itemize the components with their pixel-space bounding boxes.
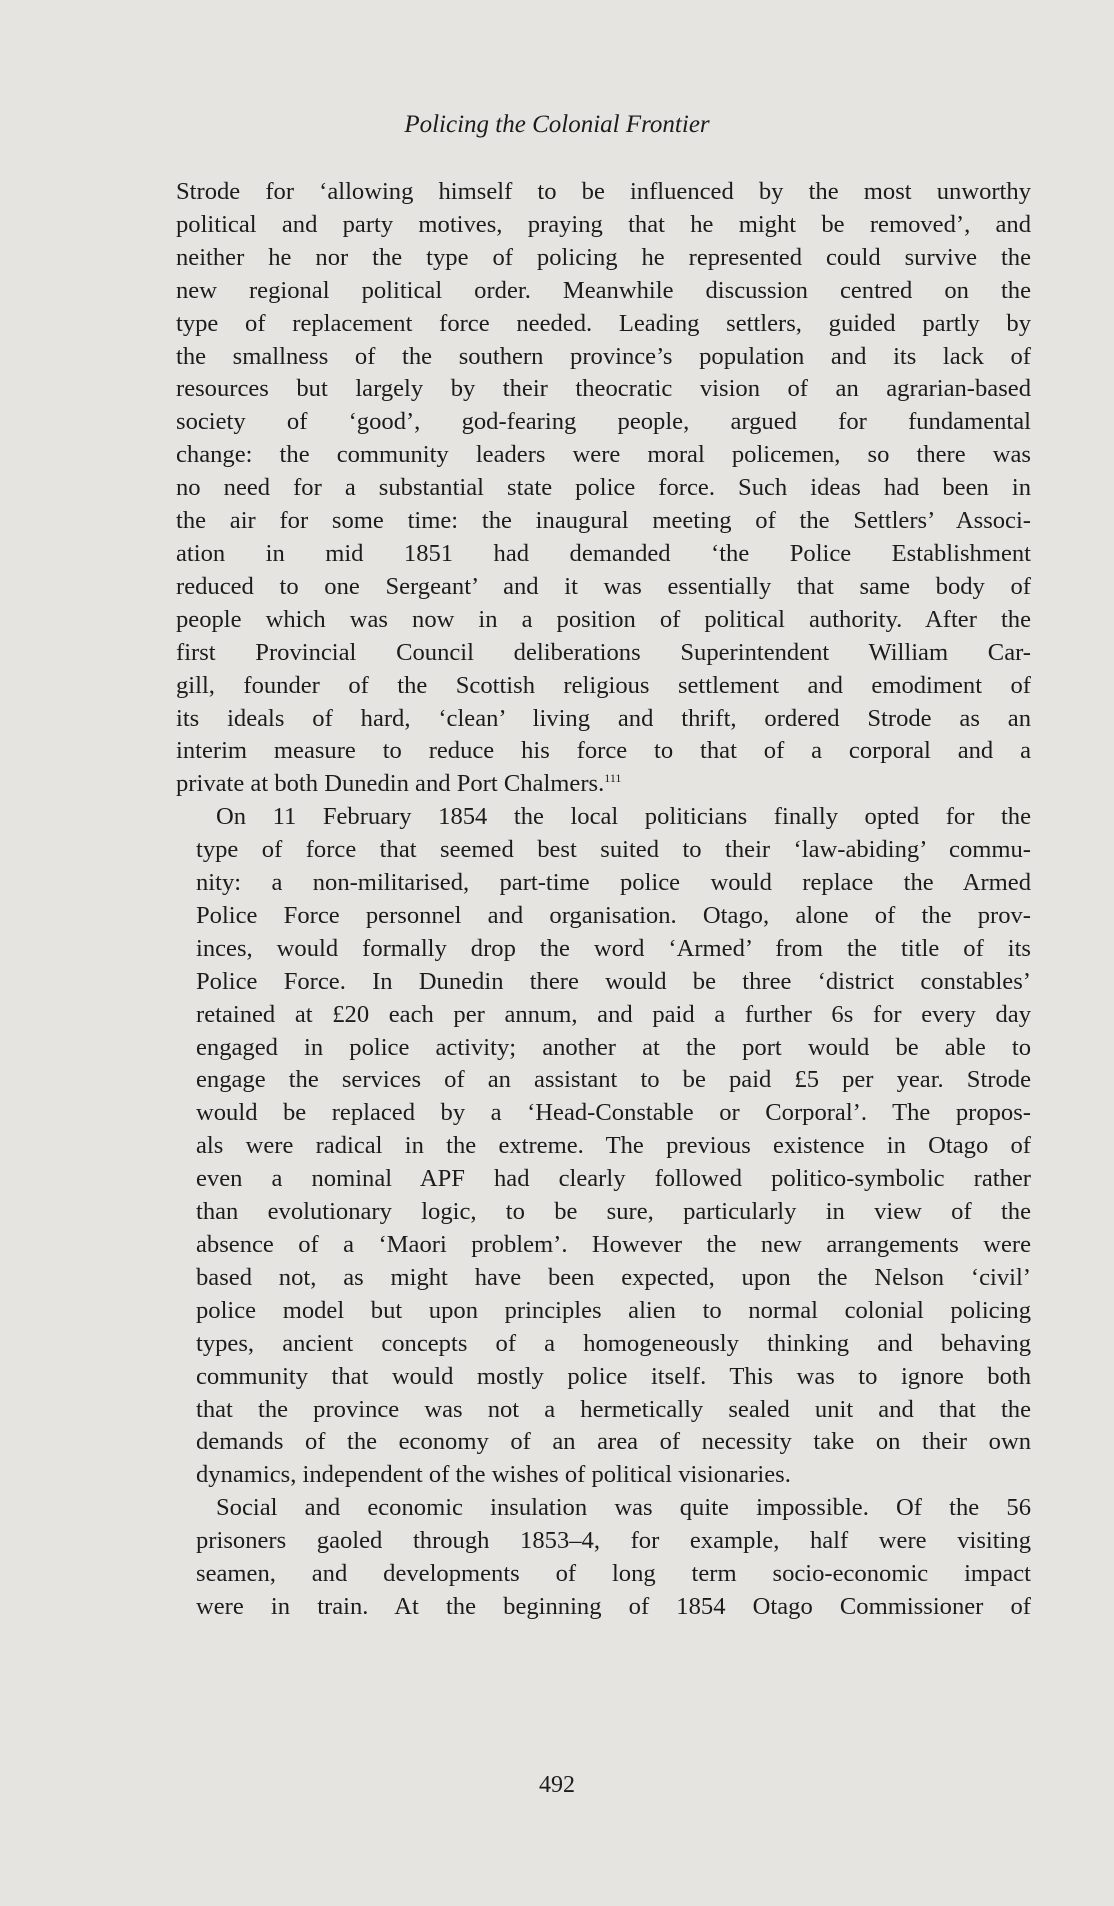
- text-line: society of ‘good’, god-fearing people, argued for fundamental: [176, 408, 1031, 436]
- text-line: resources but largely by their theocratic vision of an agrarian-based: [176, 375, 1031, 403]
- text-line: Strode for ‘allowing himself to be influenced by the most unworthy: [176, 178, 1031, 205]
- text-line: seamen, and developments of long term socio-economic impact: [196, 1560, 1031, 1588]
- text-line: the air for some time: the inaugural meeting of the Settlers’ Associ-: [176, 507, 1031, 535]
- text-line: nity: a non-militarised, part-time police would replace the Armed: [196, 869, 1031, 897]
- text-line: type of replacement force needed. Leading settlers, guided partly by: [176, 309, 1031, 337]
- text-line: absence of a ‘Maori problem’. However the new arrangements were: [196, 1231, 1031, 1258]
- text-line: Social and economic insulation was quite impossible. Of the 56: [216, 1494, 1031, 1522]
- text-line: even a nominal APF had clearly followed politico-symbolic rather: [196, 1165, 1031, 1193]
- text-line: On 11 February 1854 the local politicians finally opted for the: [216, 803, 1031, 831]
- text-line: the smallness of the southern province’s population and its lack of: [176, 342, 1031, 370]
- paragraph-2: [176, 801, 1031, 1492]
- text-line: new regional political order. Meanwhile discussion centred on the: [176, 276, 1031, 304]
- text-line: police model but upon principles alien to normal colonial policing: [196, 1296, 1031, 1324]
- text-line: prisoners gaoled through 1853–4, for example, half were visiting: [196, 1527, 1031, 1555]
- text-line: types, ancient concepts of a homogeneously thinking and behaving: [196, 1329, 1031, 1357]
- text-line: interim measure to reduce his force to that of a corporal and a: [176, 737, 1031, 765]
- text-line: gill, founder of the Scottish religious settlement and emodiment of: [176, 671, 1031, 699]
- text-line: that the province was not a hermetically sealed unit and that the: [196, 1395, 1031, 1423]
- text-line: als were radical in the extreme. The previous existence in Otago of: [196, 1132, 1031, 1160]
- text-line: type of force that seemed best suited to their ‘law-abiding’ commu-: [196, 836, 1031, 864]
- text-line: change: the community leaders were moral policemen, so there was: [176, 441, 1031, 469]
- text-line: political and party motives, praying that he might be removed’, and: [176, 210, 1031, 238]
- text-line: were in train. At the beginning of 1854 Otago Commissioner of: [196, 1592, 1031, 1620]
- text-line: Police Force personnel and organisation. Otago, alone of the prov-: [196, 901, 1031, 929]
- text-line: private at both Dunedin and Port Chalmers.$^{111}$: [176, 770, 622, 798]
- text-line: reduced to one Sergeant’ and it was essentially that same body of: [176, 572, 1031, 600]
- text-line: no need for a substantial state police force. Such ideas had been in: [176, 474, 1031, 502]
- text-line: engage the services of an assistant to be paid £5 per year. Strode: [196, 1066, 1031, 1094]
- footnote-reference: 111: [604, 771, 622, 786]
- text-line: community that would mostly police itself. This was to ignore both: [196, 1362, 1031, 1390]
- text-line: demands of the economy of an area of necessity take on their own: [196, 1428, 1031, 1456]
- text-line: ation in mid 1851 had demanded ‘the Police Establishment: [176, 539, 1031, 567]
- text-line: inces, would formally drop the word ‘Armed’ from the title of its: [196, 934, 1031, 962]
- text-line: retained at £20 each per annum, and paid a further 6s for every day: [196, 1000, 1031, 1028]
- text-line: Police Force. In Dunedin there would be three ‘district constables’: [196, 967, 1031, 995]
- paragraph-1: [176, 176, 1031, 801]
- text-line: based not, as might have been expected, upon the Nelson ‘civil’: [196, 1263, 1031, 1291]
- text-line: dynamics, independent of the wishes of political visionaries.: [196, 1461, 791, 1489]
- page-number: 492: [539, 1772, 575, 1798]
- text-line: its ideals of hard, ‘clean’ living and thrift, ordered Strode as an: [176, 704, 1031, 732]
- text-line: people which was now in a position of political authority. After the: [176, 605, 1031, 633]
- text-line: first Provincial Council deliberations Superintendent William Car-: [176, 638, 1031, 666]
- text-line: would be replaced by a ‘Head-Constable or Corporal’. The propos-: [196, 1099, 1031, 1127]
- body-text: [176, 176, 1031, 1624]
- text-line: neither he nor the type of policing he represented could survive the: [176, 243, 1031, 271]
- paragraph-3: [176, 1492, 1031, 1624]
- running-head: Policing the Colonial Frontier: [404, 111, 710, 138]
- text-line: engaged in police activity; another at the port would be able to: [196, 1033, 1031, 1061]
- text-line: than evolutionary logic, to be sure, particularly in view of the: [196, 1198, 1031, 1226]
